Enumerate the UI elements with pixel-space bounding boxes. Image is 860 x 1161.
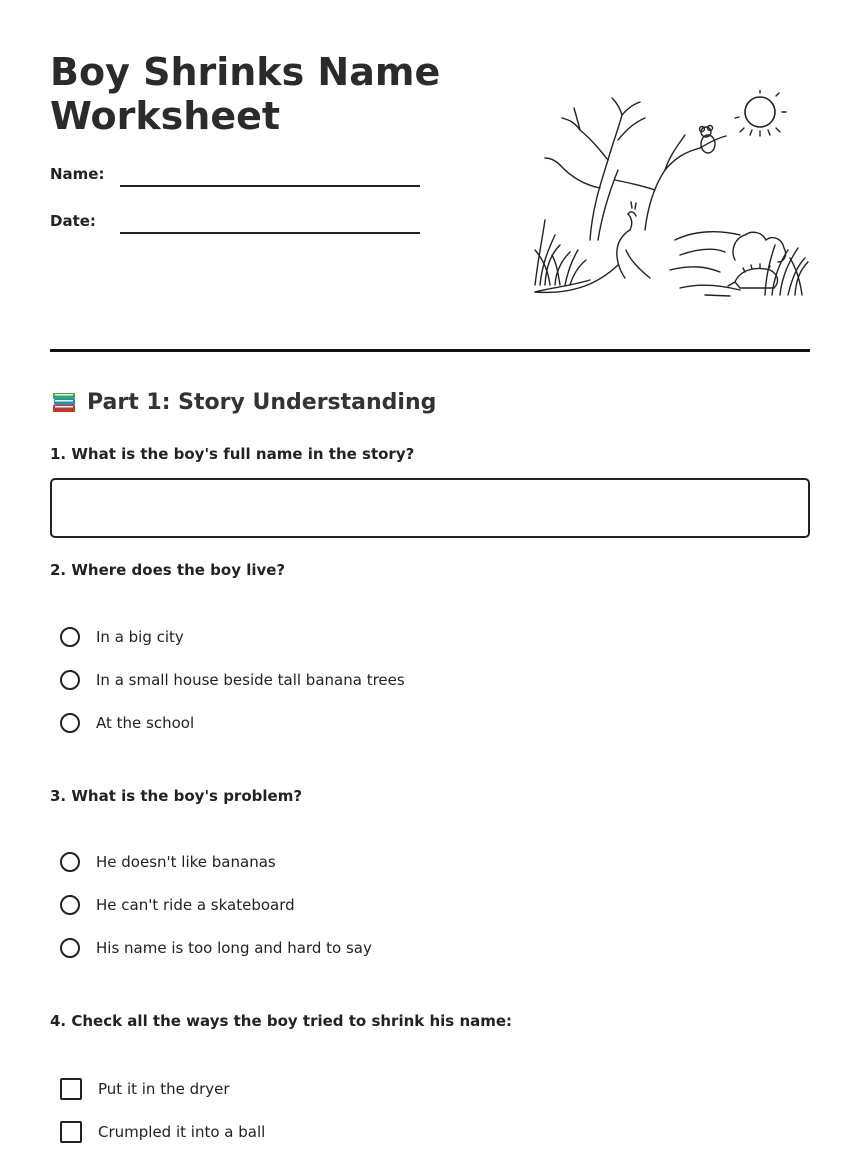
question-4: 4. Check all the ways the boy tried to shrink his name: xyxy=(50,1012,513,1030)
outback-scene-illustration xyxy=(530,90,810,305)
header-divider xyxy=(50,349,810,352)
radio-option[interactable] xyxy=(60,852,276,872)
checkbox-option[interactable] xyxy=(60,1078,230,1100)
option-label: In a big city xyxy=(96,628,184,646)
question-3: 3. What is the boy's problem? xyxy=(50,787,303,805)
section-title-label: Part 1: Story Understanding xyxy=(87,389,437,415)
books-icon xyxy=(50,388,78,416)
river-icon xyxy=(670,232,740,296)
sun-icon xyxy=(735,90,786,136)
question-2: 2. Where does the boy live? xyxy=(50,561,286,579)
option-label: In a small house beside tall banana trees xyxy=(96,671,405,689)
option-label: At the school xyxy=(96,714,195,732)
radio-button[interactable] xyxy=(60,627,80,647)
radio-option[interactable] xyxy=(60,895,295,915)
radio-button[interactable] xyxy=(60,713,80,733)
radio-option[interactable] xyxy=(60,627,184,647)
section-title xyxy=(50,388,436,416)
radio-option[interactable] xyxy=(60,670,405,690)
tree-icon xyxy=(545,98,726,240)
grass-icon xyxy=(535,220,586,285)
option-label: Crumpled it into a ball xyxy=(98,1123,266,1141)
option-label: He doesn't like bananas xyxy=(96,853,276,871)
radio-button[interactable] xyxy=(60,670,80,690)
checkbox[interactable] xyxy=(60,1078,82,1100)
answer-input-1[interactable] xyxy=(50,478,810,538)
worksheet-header xyxy=(50,0,810,352)
name-label: Name: xyxy=(50,165,105,183)
radio-button[interactable] xyxy=(60,938,80,958)
date-line[interactable] xyxy=(120,232,420,234)
option-label: He can't ride a skateboard xyxy=(96,896,295,914)
option-label: Put it in the dryer xyxy=(98,1080,230,1098)
page-title: Boy Shrinks Name Worksheet xyxy=(50,50,441,138)
echidna-icon xyxy=(728,264,777,288)
name-line[interactable] xyxy=(120,185,420,187)
bush-icon xyxy=(733,232,808,295)
radio-option[interactable] xyxy=(60,713,194,733)
radio-button[interactable] xyxy=(60,852,80,872)
date-field[interactable] xyxy=(50,212,420,242)
radio-button[interactable] xyxy=(60,895,80,915)
checkbox-option[interactable] xyxy=(60,1121,265,1143)
radio-option[interactable] xyxy=(60,938,372,958)
question-1: 1. What is the boy's full name in the story? xyxy=(50,445,415,463)
name-field[interactable] xyxy=(50,165,420,195)
koala-icon xyxy=(700,126,716,154)
checkbox[interactable] xyxy=(60,1121,82,1143)
worksheet-page xyxy=(50,0,810,1141)
date-label: Date: xyxy=(50,212,96,230)
option-label: His name is too long and hard to say xyxy=(96,939,372,957)
